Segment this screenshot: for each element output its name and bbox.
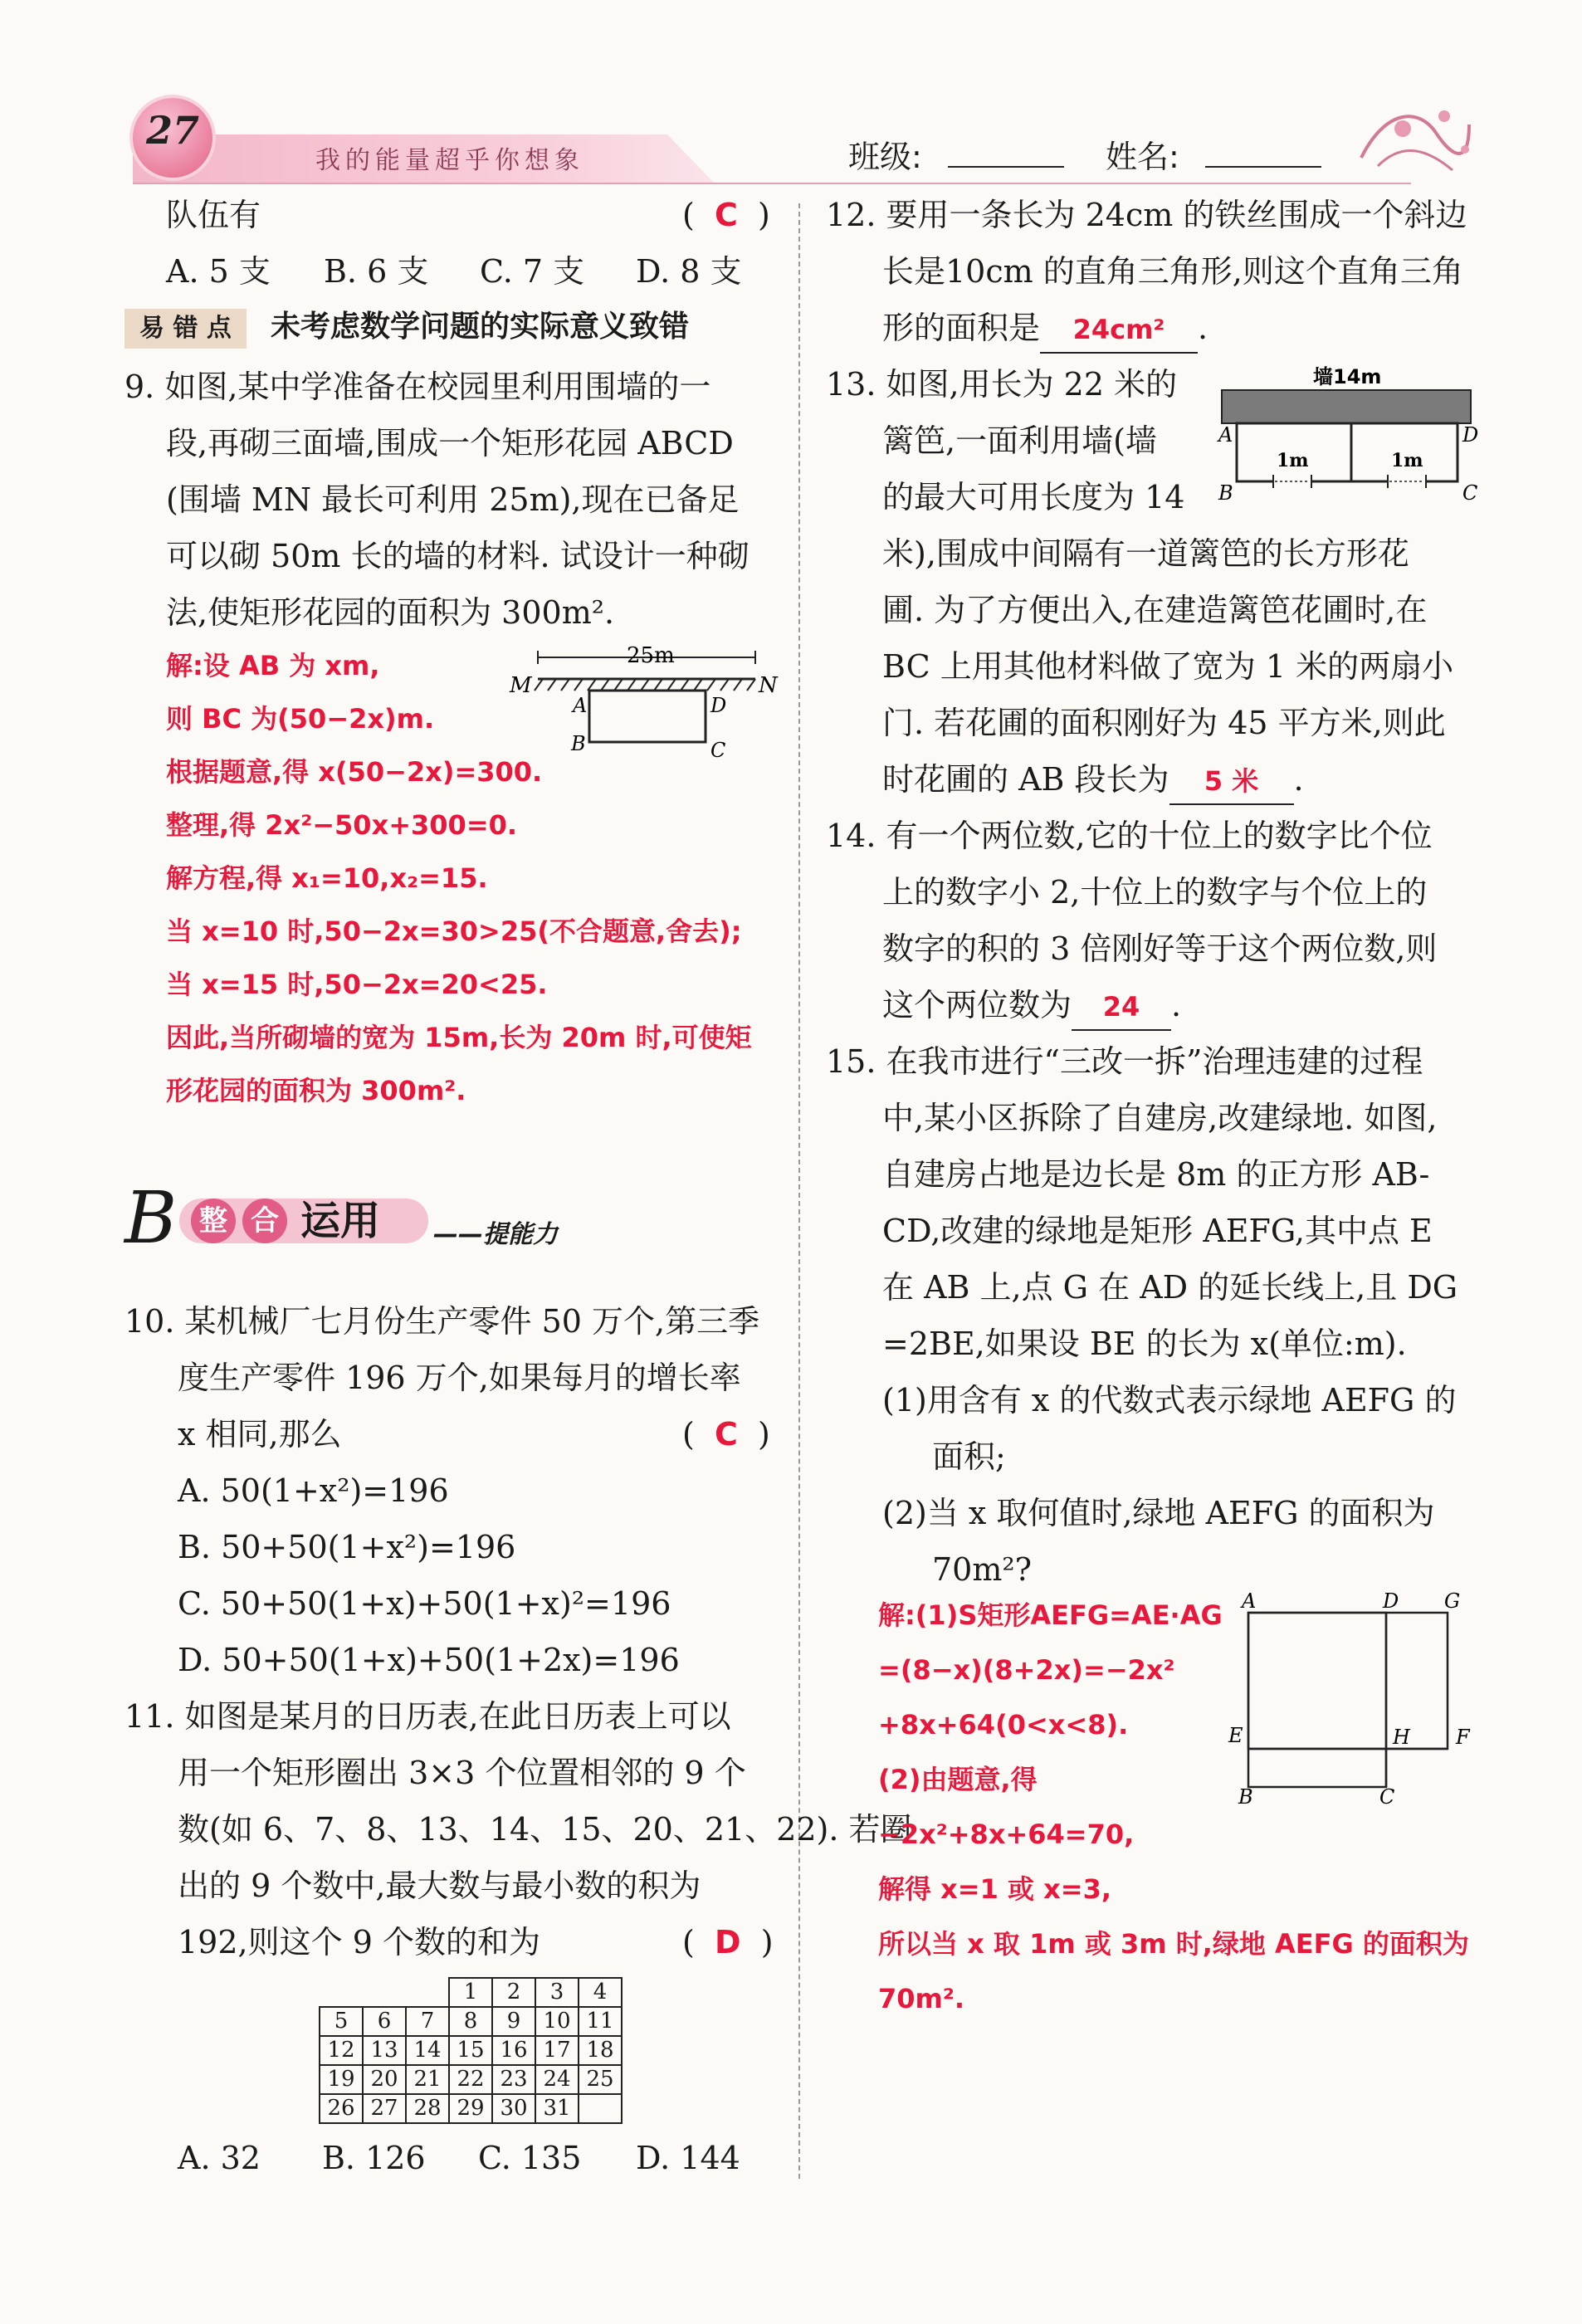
calendar-cell: [320, 1978, 363, 2007]
calendar-cell: 2: [492, 1978, 535, 2007]
calendar-cell: 6: [363, 2007, 406, 2036]
q9-line: 可以砌 50m 长的墙的材料. 试设计一种砌: [166, 538, 749, 574]
header-divider: [133, 183, 1411, 184]
calendar-cell: 27: [363, 2094, 406, 2123]
section-b-letter: B: [125, 1177, 178, 1260]
q13-label-gate1: 1m: [1277, 450, 1309, 471]
calendar-cell: 16: [492, 2036, 535, 2065]
q10-line: 度生产零件 196 万个,如果每月的增长率: [178, 1360, 741, 1396]
q15-label-g: G: [1444, 1589, 1461, 1613]
q8-answer: C: [714, 197, 738, 233]
q13-line: 13. 如图,用长为 22 米的: [826, 366, 1178, 403]
q13-diagram: [1215, 365, 1489, 515]
q11-option-c[interactable]: C. 135: [478, 2140, 582, 2176]
q9-label-m: M: [510, 673, 532, 698]
q10-option-b[interactable]: B. 50+50(1+x²)=196: [178, 1529, 516, 1565]
calendar-cell: 23: [492, 2065, 535, 2094]
q13-line-last: 时花圃的 AB 段长为 5 米 .: [826, 751, 1453, 808]
q15-line: 中,某小区拆除了自建房,改建绿地. 如图,: [882, 1100, 1438, 1136]
q14-block: [826, 808, 1437, 1033]
calendar-cell: 31: [535, 2094, 579, 2123]
q14-line: 14. 有一个两位数,它的十位上的数字比个位: [826, 818, 1433, 854]
q13-line: 门. 若花圃的面积刚好为 45 平方米,则此: [882, 705, 1446, 741]
q10-option-a[interactable]: A. 50(1+x²)=196: [178, 1472, 449, 1509]
calendar-cell: 20: [363, 2065, 406, 2094]
q15-line: CD,改建的绿地是矩形 AEFG,其中点 E: [882, 1213, 1433, 1249]
q12-line-last: 形的面积是 24cm² .: [826, 300, 1467, 356]
q11-option-d[interactable]: D. 144: [636, 2140, 740, 2176]
solution-line: 解方程,得 x₁=10,x₂=15.: [166, 862, 488, 894]
q15-line: 15. 在我市进行“三改一拆”治理违建的过程: [826, 1043, 1423, 1080]
calendar-cell: 21: [406, 2065, 449, 2094]
q8-options: [166, 243, 742, 300]
q9-label-25m: 25m: [627, 643, 675, 668]
solution-line: +8x+64(0<x<8).: [878, 1709, 1129, 1741]
calendar-cell: 7: [406, 2007, 449, 2036]
q9-label-b: B: [571, 732, 586, 755]
solution-line: 整理,得 2x²−50x+300=0.: [166, 809, 518, 841]
q12-answer[interactable]: 24cm²: [1040, 307, 1198, 354]
q10-line: 10. 某机械厂七月份生产零件 50 万个,第三季: [125, 1303, 760, 1340]
calendar-cell: [363, 1978, 406, 2007]
calendar-cell: 3: [535, 1978, 579, 2007]
calendar-cell: 11: [579, 2007, 622, 2036]
calendar-cell: 25: [579, 2065, 622, 2094]
solution-line: 因此,当所砌墙的宽为 15m,长为 20m 时,可使矩: [166, 1022, 752, 1053]
q14-line-last: 这个两位数为 24 .: [826, 977, 1437, 1033]
solution-line: 解得 x=1 或 x=3,: [878, 1873, 1112, 1905]
q15-block: [826, 1033, 1457, 1598]
q15-label-b: B: [1238, 1785, 1253, 1809]
name-label: 姓名:: [1106, 139, 1179, 175]
calendar-row: [320, 2065, 622, 2094]
solution-line: 所以当 x 取 1m 或 3m 时,绿地 AEFG 的面积为: [878, 1928, 1469, 1960]
q9-label-n: N: [759, 673, 778, 698]
q15-line: 在 AB 上,点 G 在 AD 的延长线上,且 DG: [882, 1269, 1458, 1306]
q13-line: BC 上用其他材料做了宽为 1 米的两扇小: [882, 648, 1454, 685]
q12-line: 长是10cm 的直角三角形,则这个直角三角: [882, 253, 1463, 290]
calendar-cell: 17: [535, 2036, 579, 2065]
flourish-ornament: [1353, 91, 1477, 183]
q13-label-a: A: [1218, 423, 1233, 447]
q12-block: [826, 187, 1467, 356]
q15-line: =2BE,如果设 BE 的长为 x(单位:m).: [882, 1326, 1407, 1362]
calendar-cell: 9: [492, 2007, 535, 2036]
section-b-heading: [125, 1177, 589, 1260]
calendar-cell: 18: [579, 2036, 622, 2065]
q12-line: 形的面积是: [882, 310, 1041, 346]
q15-label-d: D: [1383, 1589, 1399, 1613]
q11-answer: D: [714, 1924, 741, 1960]
q14-answer[interactable]: 24: [1072, 984, 1171, 1031]
calendar-cell: 30: [492, 2094, 535, 2123]
q8-tail: 队伍有: [166, 197, 261, 233]
name-blank[interactable]: [1205, 166, 1321, 168]
calendar-cell: 5: [320, 2007, 363, 2036]
q10-answer: C: [714, 1416, 738, 1452]
q15-label-a: A: [1242, 1589, 1257, 1613]
q10-options: [178, 1462, 680, 1688]
q11-block: [125, 1688, 912, 1970]
calendar-cell: 19: [320, 2065, 363, 2094]
q13-label-gate2: 1m: [1391, 450, 1423, 471]
q9-label-c: C: [710, 739, 726, 762]
solution-line: −2x²+8x+64=70,: [878, 1819, 1135, 1850]
calendar-cell: 29: [449, 2094, 492, 2123]
calendar-cell: 15: [449, 2036, 492, 2065]
q9-block: [125, 359, 749, 641]
q14-line: 上的数字小 2,十位上的数字与个位上的: [882, 874, 1428, 911]
calendar-cell: 13: [363, 2036, 406, 2065]
mistake-tag: 易 错 点: [125, 309, 247, 349]
q8-option-c[interactable]: C. 7 支: [480, 253, 585, 290]
calendar-cell: 14: [406, 2036, 449, 2065]
calendar-cell: 4: [579, 1978, 622, 2007]
calendar-cell: 1: [449, 1978, 492, 2007]
calendar-cell: 22: [449, 2065, 492, 2094]
q9-line: 段,再砌三面墙,围成一个矩形花园 ABCD: [166, 425, 734, 461]
calendar-cell: 8: [449, 2007, 492, 2036]
calendar-row: [320, 2036, 622, 2065]
q8-option-a[interactable]: A. 5 支: [166, 253, 271, 290]
q15-label-h: H: [1393, 1726, 1410, 1749]
solution-line: 则 BC 为(50−2x)m.: [166, 703, 435, 735]
q15-line: 自建房占地是边长是 8m 的正方形 AB-: [882, 1156, 1430, 1193]
section-b-char-2: 合: [242, 1199, 287, 1243]
q11-line: 出的 9 个数中,最大数与最小数的积为: [178, 1868, 701, 1904]
page-number: 27: [145, 108, 199, 153]
solution-line: (2)由题意,得: [878, 1764, 1038, 1795]
q13-answer[interactable]: 5 米: [1169, 759, 1294, 805]
q11-line: 192,则这个 9 个数的和为: [178, 1924, 540, 1960]
q13-line: 圃. 为了方便出入,在建造篱笆花圃时,在: [882, 592, 1428, 628]
calendar-cell: 28: [406, 2094, 449, 2123]
q10-line: x 相同,那么: [178, 1416, 342, 1452]
calendar-cell: 26: [320, 2094, 363, 2123]
solution-line: =(8−x)(8+2x)=−2x²: [878, 1654, 1175, 1686]
q13-line: 的最大可用长度为 14: [882, 479, 1185, 515]
q13-label-wall: 墙14m: [1313, 365, 1382, 388]
calendar-cell: [406, 1978, 449, 2007]
q11-option-a[interactable]: A. 32: [178, 2140, 261, 2176]
q15-line: 70m²?: [932, 1551, 1032, 1588]
q10-answer-bracket: ( C ): [682, 1416, 770, 1452]
q8-option-d[interactable]: D. 8 支: [636, 253, 742, 290]
header-slogan: 我的能量超乎你想象: [315, 146, 584, 175]
q12-line: 12. 要用一条长为 24cm 的铁丝围成一个斜边: [826, 197, 1467, 233]
solution-line: 形花园的面积为 300m².: [166, 1075, 466, 1106]
q15-label-e: E: [1228, 1724, 1243, 1747]
q8-answer-bracket: ( C ): [682, 197, 770, 233]
q15-label-c: C: [1379, 1785, 1395, 1809]
solution-line: 解:(1)S矩形AEFG=AE·AG: [878, 1599, 1223, 1631]
solution-line: 当 x=10 时,50−2x=30>25(不合题意,舍去);: [166, 915, 742, 947]
calendar-cell: 24: [535, 2065, 579, 2094]
q15-line: 面积;: [932, 1438, 1006, 1475]
solution-line: 根据题意,得 x(50−2x)=300.: [166, 756, 543, 788]
q15-diagram: [1220, 1589, 1486, 1809]
mistake-heading: [125, 307, 689, 349]
q10-option-c[interactable]: C. 50+50(1+x)+50(1+x)²=196: [178, 1585, 671, 1622]
q13-label-c: C: [1462, 481, 1478, 505]
q9-label-a: A: [573, 694, 588, 717]
q14-line: 数字的积的 3 倍刚好等于这个两位数,则: [882, 930, 1438, 967]
q15-label-f: F: [1456, 1726, 1470, 1749]
q11-options: [178, 2130, 740, 2186]
q10-block: [125, 1293, 759, 1462]
q9-line: (围墙 MN 最长可利用 25m),现在已备足: [166, 481, 740, 518]
mistake-title: 未考虑数学问题的实际意义致错: [270, 310, 689, 344]
solution-line: 解:设 AB 为 xm,: [166, 650, 380, 681]
calendar-cell: [579, 2094, 622, 2123]
class-label: 班级:: [848, 139, 922, 175]
q13-label-d: D: [1462, 423, 1479, 447]
q11-line: 11. 如图是某月的日历表,在此日历表上可以: [125, 1698, 731, 1735]
solution-line: 当 x=15 时,50−2x=20<25.: [166, 969, 548, 1000]
q9-diagram: [498, 639, 778, 764]
calendar-cell: 12: [320, 2036, 363, 2065]
calendar-row: [320, 2007, 622, 2036]
q9-line: 9. 如图,某中学准备在校园里利用围墙的一: [125, 369, 711, 405]
section-b-sub: ——提能力: [433, 1220, 558, 1249]
q11-line: 数(如 6、7、8、13、14、15、20、21、22). 若圈: [178, 1811, 912, 1848]
q14-line: 这个两位数为: [882, 987, 1072, 1023]
q9-label-d: D: [710, 694, 727, 717]
section-b-char-1: 整: [191, 1199, 236, 1243]
q15-line: (1)用含有 x 的代数式表示绿地 AEFG 的: [882, 1382, 1457, 1418]
q13-line: 米),围成中间隔有一道篱笆的长方形花: [882, 535, 1409, 572]
q8-option-b[interactable]: B. 6 支: [324, 253, 429, 290]
q13-label-b: B: [1218, 481, 1233, 505]
calendar-cell: 10: [535, 2007, 579, 2036]
q10-option-d[interactable]: D. 50+50(1+x)+50(1+2x)=196: [178, 1642, 680, 1678]
q13-line: 篱笆,一面利用墙(墙: [882, 422, 1157, 459]
q11-option-b[interactable]: B. 126: [322, 2140, 426, 2176]
q11-answer-bracket: ( D ): [682, 1924, 774, 1960]
q15-line: (2)当 x 取何值时,绿地 AEFG 的面积为: [882, 1495, 1435, 1531]
class-blank[interactable]: [948, 166, 1064, 168]
q13-line: 时花圃的 AB 段长为: [882, 761, 1169, 798]
calendar-row: [320, 2094, 622, 2123]
section-b-title: 运用: [300, 1198, 381, 1244]
calendar-row: [320, 1978, 622, 2007]
solution-line: 70m².: [878, 1983, 965, 2014]
q11-line: 用一个矩形圈出 3×3 个位置相邻的 9 个: [178, 1755, 746, 1791]
q9-line: 法,使矩形花园的面积为 300m².: [166, 594, 615, 631]
calendar-table: [319, 1977, 623, 2124]
